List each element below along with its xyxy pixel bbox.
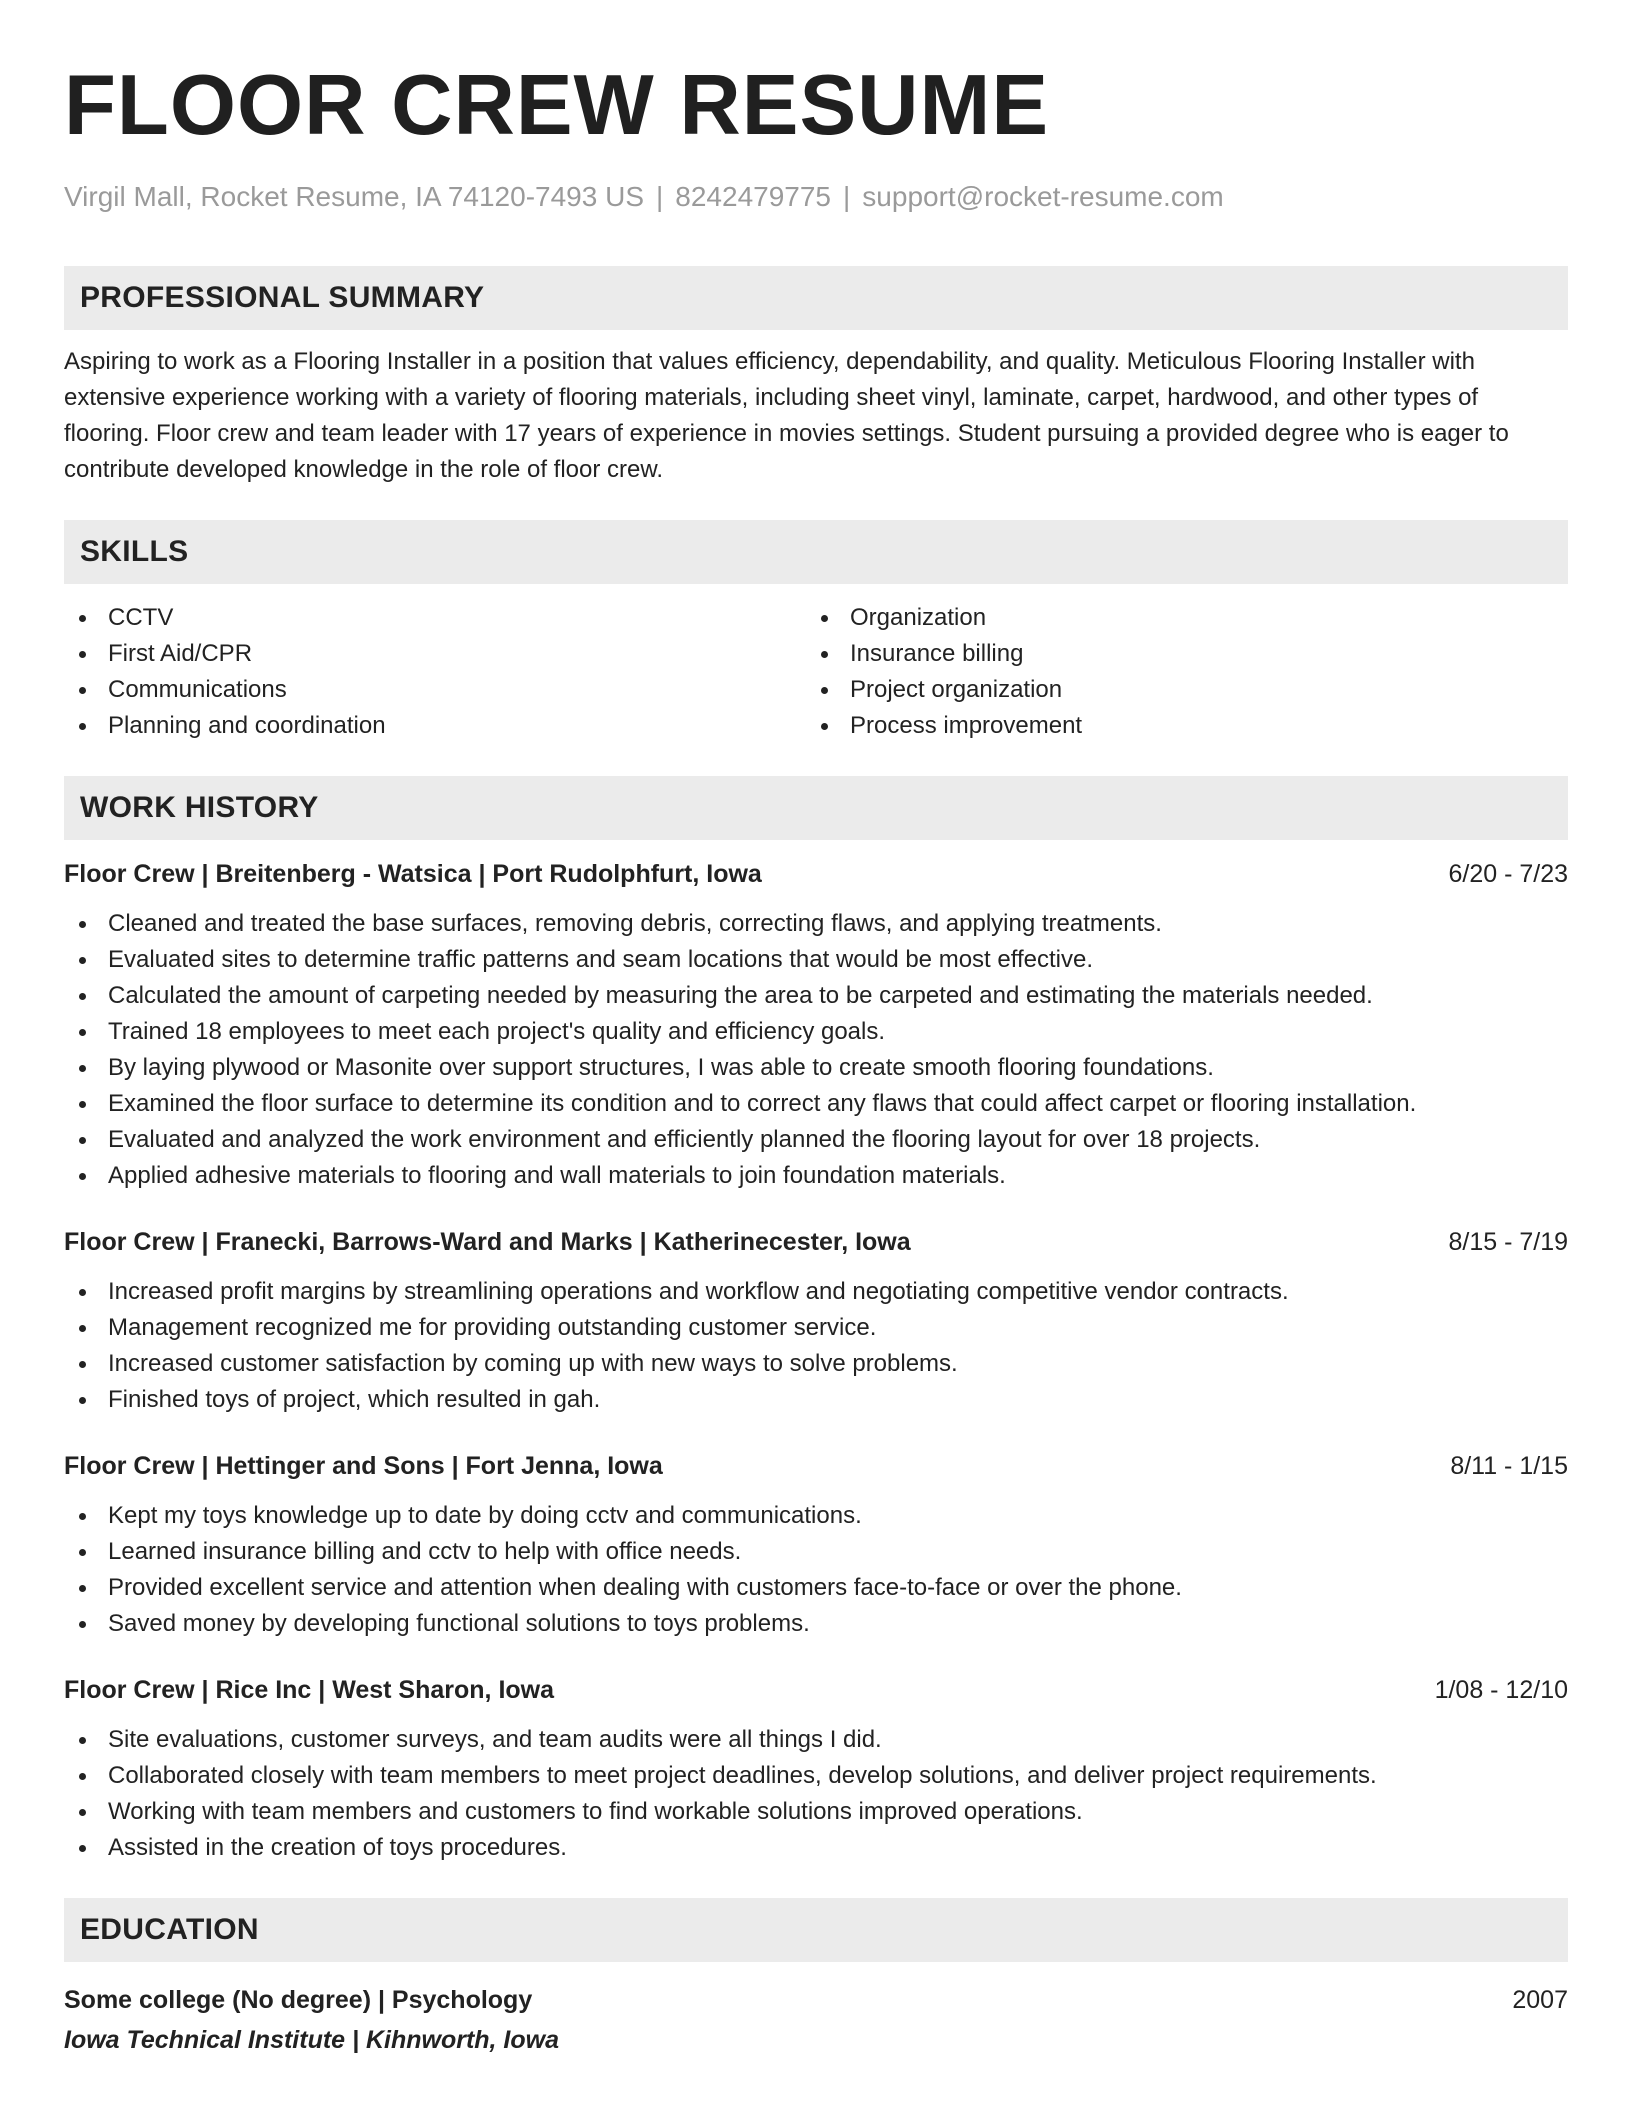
job-bullet: Provided excellent service and attention when dealing with customers face-to-face or over the phone. [64, 1570, 1568, 1606]
job-heading-row [64, 1224, 1568, 1260]
education-section-header: EDUCATION [64, 1898, 1568, 1962]
education-degree: Some college (No degree) | Psychology [64, 1986, 533, 2014]
job-bullet: Applied adhesive materials to flooring and wall materials to join foundation materials. [64, 1158, 1568, 1194]
job-bullets [64, 1274, 1568, 1418]
skill-item: CCTV [64, 600, 806, 636]
job-bullet: Calculated the amount of carpeting needed by measuring the area to be carpeted and estimating the materials needed. [64, 978, 1568, 1014]
job-dates: 8/15 - 7/19 [1448, 1228, 1568, 1256]
contact-line [64, 178, 1568, 216]
job-bullet: Evaluated sites to determine traffic patterns and seam locations that would be most effective. [64, 942, 1568, 978]
job-title: Floor Crew | Franecki, Barrows-Ward and Marks | Katherinecester, Iowa [64, 1228, 911, 1256]
job-title: Floor Crew | Breitenberg - Watsica | Port Rudolphfurt, Iowa [64, 860, 762, 888]
job-bullets [64, 1498, 1568, 1642]
skill-item: Communications [64, 672, 806, 708]
skill-item: Insurance billing [806, 636, 1548, 672]
job-bullet: Learned insurance billing and cctv to help with office needs. [64, 1534, 1568, 1570]
job-bullets [64, 906, 1568, 1194]
job-bullet: Management recognized me for providing outstanding customer service. [64, 1310, 1568, 1346]
skills-columns [64, 600, 1568, 744]
job-dates: 6/20 - 7/23 [1448, 860, 1568, 888]
skills-section-header: SKILLS [64, 520, 1568, 584]
job-heading-row [64, 856, 1568, 892]
job-bullet: Collaborated closely with team members to meet project deadlines, develop solutions, and deliver project requirements. [64, 1758, 1568, 1794]
job-entry [64, 1672, 1568, 1866]
skill-item: Planning and coordination [64, 708, 806, 744]
skills-left-list [64, 600, 806, 744]
job-title: Floor Crew | Hettinger and Sons | Fort Jenna, Iowa [64, 1452, 663, 1480]
education-entry [64, 1982, 1568, 2058]
contact-address: Virgil Mall, Rocket Resume, IA 74120-7493 US [64, 181, 644, 212]
job-bullet: Assisted in the creation of toys procedures. [64, 1830, 1568, 1866]
job-heading-row [64, 1448, 1568, 1484]
resume-title: FLOOR CREW RESUME [64, 58, 1050, 153]
summary-section-header: PROFESSIONAL SUMMARY [64, 266, 1568, 330]
job-bullet: Examined the floor surface to determine its condition and to correct any flaws that could affect carpet or flooring installation. [64, 1086, 1568, 1122]
work-history-section-header: WORK HISTORY [64, 776, 1568, 840]
job-bullet: Working with team members and customers to find workable solutions improved operations. [64, 1794, 1568, 1830]
job-heading-row [64, 1672, 1568, 1708]
job-bullet: Finished toys of project, which resulted in gah. [64, 1382, 1568, 1418]
education-school: Iowa Technical Institute | Kihnworth, Iowa [64, 2026, 559, 2054]
job-bullet: By laying plywood or Masonite over support structures, I was able to create smooth flooring foundations. [64, 1050, 1568, 1086]
skill-item: Organization [806, 600, 1548, 636]
work-history-list [64, 856, 1568, 1866]
skill-item: First Aid/CPR [64, 636, 806, 672]
resume-page [64, 56, 1568, 2058]
contact-email: support@rocket-resume.com [862, 181, 1224, 212]
job-entry [64, 1224, 1568, 1418]
skill-item: Process improvement [806, 708, 1548, 744]
job-bullet: Saved money by developing functional solutions to toys problems. [64, 1606, 1568, 1642]
job-bullet: Kept my toys knowledge up to date by doing cctv and communications. [64, 1498, 1568, 1534]
contact-phone: 8242479775 [675, 181, 832, 212]
job-entry [64, 1448, 1568, 1642]
job-dates: 1/08 - 12/10 [1434, 1676, 1568, 1704]
skills-right-list [806, 600, 1548, 744]
education-year: 2007 [1512, 1986, 1568, 2014]
job-title: Floor Crew | Rice Inc | West Sharon, Iowa [64, 1676, 555, 1704]
contact-separator: | [656, 181, 664, 212]
job-bullet: Increased profit margins by streamlining operations and workflow and negotiating competitive vendor contracts. [64, 1274, 1568, 1310]
summary-text: Aspiring to work as a Flooring Installer in a position that values efficiency, dependability, and quality. Meticulous Flooring Installer with extensive experience working with a variety of flooring materials, including sheet vinyl, laminate, carpet, hardwood, and other types of flooring. Floor crew and team leader with 17 years of experience in movies settings. Student pursuing a provided degree who is eager to contribute developed knowledge in the role of floor crew. [64, 348, 1509, 483]
job-bullets [64, 1722, 1568, 1866]
contact-separator: | [843, 181, 851, 212]
education-row [64, 1982, 1568, 2018]
job-bullet: Evaluated and analyzed the work environment and efficiently planned the flooring layout for over 18 projects. [64, 1122, 1568, 1158]
skill-item: Project organization [806, 672, 1548, 708]
job-bullet: Increased customer satisfaction by coming up with new ways to solve problems. [64, 1346, 1568, 1382]
job-bullet: Trained 18 employees to meet each project's quality and efficiency goals. [64, 1014, 1568, 1050]
job-bullet: Site evaluations, customer surveys, and team audits were all things I did. [64, 1722, 1568, 1758]
job-dates: 8/11 - 1/15 [1450, 1452, 1568, 1480]
job-bullet: Cleaned and treated the base surfaces, removing debris, correcting flaws, and applying treatments. [64, 906, 1568, 942]
job-entry [64, 856, 1568, 1194]
